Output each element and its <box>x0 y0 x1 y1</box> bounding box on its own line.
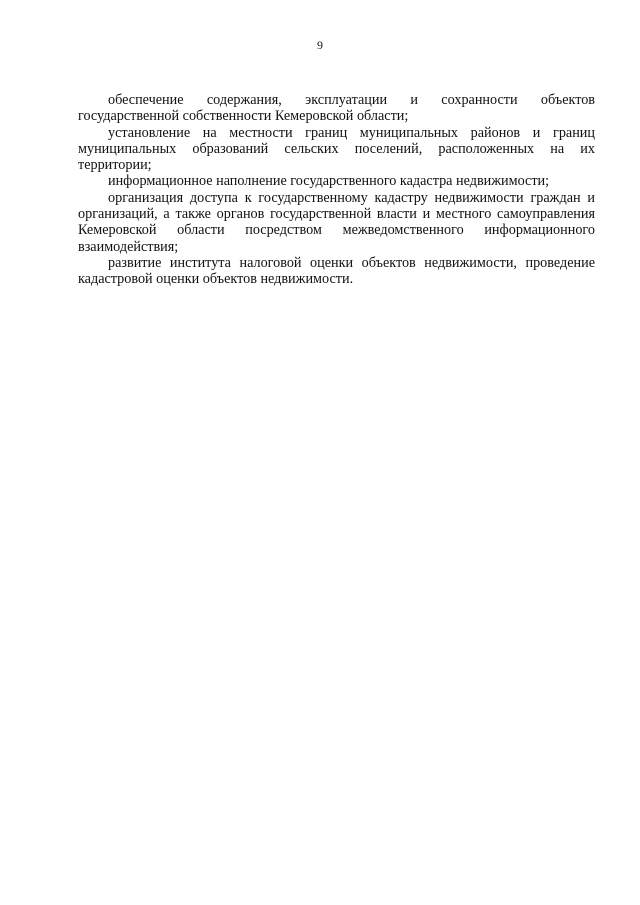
page-number: 9 <box>317 38 323 52</box>
paragraph-cadastre-access: организация доступа к государственному кадастру недвижимости граждан и организаций, а также органов государственной власти и местного самоуправления Кемеровской области посредством межведомственного информационного взаимодействия; <box>78 189 595 255</box>
document-body <box>78 92 595 288</box>
paragraph-property-maintenance: обеспечение содержания, эксплуатации и сохранности объектов государственной собственности Кемеровской области; <box>78 92 595 125</box>
paragraph-cadastre-information: информационное наполнение государственного кадастра недвижимости; <box>108 173 550 190</box>
paragraph-boundary-establishment: установление на местности границ муниципальных районов и границ муниципальных образований сельских поселений, расположенных на их территории; <box>78 124 595 174</box>
paragraph-tax-assessment: развитие института налоговой оценки объектов недвижимости, проведение кадастровой оценки объектов недвижимости. <box>78 254 595 288</box>
